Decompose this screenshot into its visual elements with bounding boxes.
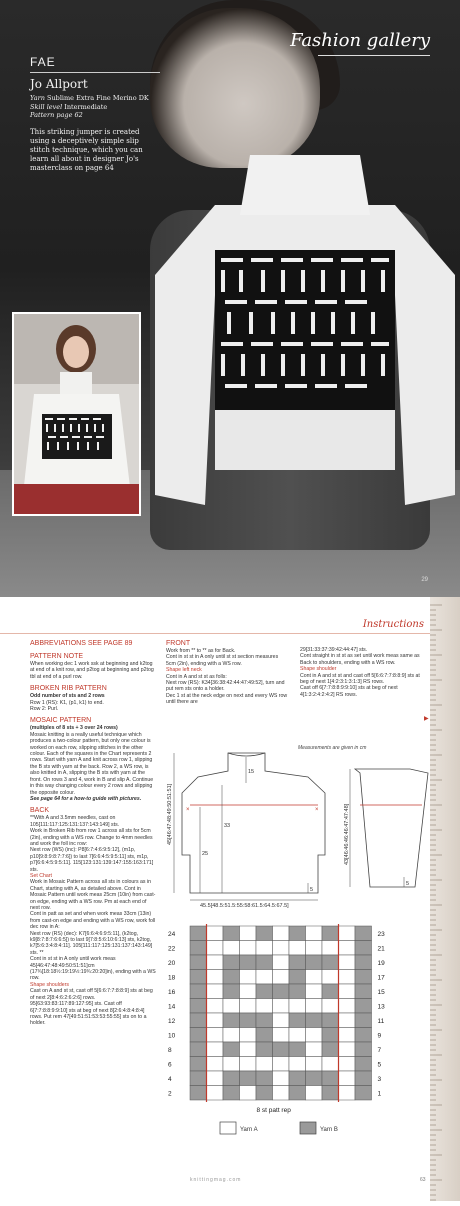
pattern-note-heading: PATTERN NOTE [30, 653, 84, 660]
continue-arrow-icon: ▶ [424, 716, 429, 722]
chart-cell [256, 1013, 273, 1028]
chart-cell [207, 941, 224, 956]
legend-label-b: Yarn B [320, 1127, 338, 1133]
chart-cell [339, 926, 356, 941]
chart-row-label-left: 14 [168, 1003, 176, 1011]
neck-text-3: Dec 1 st at the neck edge on next and every WS row until there are [166, 692, 288, 706]
body-width-label: 45.5[48.5:51.5:55:58:61.5:64.5:67.5] [200, 903, 289, 909]
page-number-left: 29 [421, 577, 428, 583]
chart-cell [289, 941, 306, 956]
chart-cell [355, 941, 372, 956]
skill-line: Skill level Intermediate [30, 102, 108, 111]
pattern-page-line: Pattern page 62 [30, 111, 83, 119]
chart-cell [256, 1028, 273, 1043]
chart-row-label-left: 12 [168, 1018, 176, 1025]
chart-cell [339, 1071, 356, 1086]
chart-cell [223, 1013, 240, 1028]
back-text-5: Next row (RS) (dec): K7[6:6:4:6:9:5:11], (k2tog, k9[8:7:8:7:6:6:5]) to last 9[7:8:5:6:10:6:13] sts, k2tog, k7[5:6:3:4:8:4:11]. 105[111:117:125:131:137:143:149] sts. ** [30, 930, 153, 956]
chart-cell [190, 1042, 207, 1057]
chart-cell [339, 984, 356, 999]
chart-cell [223, 1071, 240, 1086]
model-sweater [155, 155, 455, 515]
chart-cell [223, 1086, 240, 1101]
masthead-rule [318, 55, 430, 56]
chart-cell [256, 970, 273, 985]
col3-text-2: Cont straight in st st as set until work meas same as Back to shoulders, ending with a WS row. [300, 653, 420, 666]
chart-cell [256, 1071, 273, 1086]
chart-cell [240, 1071, 257, 1086]
chart-cell [339, 1042, 356, 1057]
chart-row-label-right: 23 [377, 931, 385, 938]
shoulder-heading: Shape shoulder [300, 666, 337, 673]
chart-cell [322, 1086, 339, 1101]
chart-cell [240, 1042, 257, 1057]
chart-cell [306, 999, 323, 1014]
chart-cell [322, 1042, 339, 1057]
design-info [30, 55, 160, 173]
chart-row-label-right: 11 [377, 1018, 385, 1025]
col3-text-3: Cont in A and st st and cast off 5[6:6:7:7:8:8:9] sts at beg of next 1[4:2:3:1:3:1:3] RS rows. [300, 672, 420, 686]
chart-row-label-left: 20 [168, 960, 176, 967]
chart-cell [289, 1028, 306, 1043]
chart-cell [240, 1057, 257, 1072]
instructions-column-1 [30, 639, 156, 1027]
chart-cell [289, 955, 306, 970]
chart-cell [355, 1028, 372, 1043]
chart-cell [289, 984, 306, 999]
chart-cell [306, 941, 323, 956]
chart-cell [339, 970, 356, 985]
chart-row-label-right: 19 [377, 960, 385, 967]
chart-cell [306, 1042, 323, 1057]
chart-cell [256, 926, 273, 941]
instructions-header: Instructions [362, 619, 424, 630]
chart-cell [322, 984, 339, 999]
chart-cell [207, 999, 224, 1014]
chart-cell [190, 984, 207, 999]
chart-cell [190, 999, 207, 1014]
measurements-note: Measurements are given in cm [298, 745, 367, 751]
marker-left-icon: × [186, 807, 190, 813]
chart-cell [289, 926, 306, 941]
mosaic-see-note: See page 64 for a how-to guide with pictures. [30, 795, 142, 802]
mosaic-heading: MOSAIC PATTERN [30, 717, 92, 725]
col3-text-1: 29[31:33:37:39:42:44:47] sts. [300, 647, 368, 653]
chart-cell [256, 984, 273, 999]
chart-cell [273, 1071, 290, 1086]
chart-cell [339, 941, 356, 956]
chart-cell [240, 970, 257, 985]
chart-cell [240, 1086, 257, 1101]
back-text-2: Work in Broken Rib from row 1 across all sts for 5cm (2in), ending with a WS row. Change to 4mm needles and work the foll inc row: [30, 828, 153, 847]
sleeve-rib-label: 5 [406, 881, 410, 887]
chart-cell [273, 1013, 290, 1028]
chart-cell [306, 1013, 323, 1028]
chart-cell [355, 1013, 372, 1028]
chart-cell [273, 999, 290, 1014]
set-chart-text: Work in Mosaic Pattern across all sts in colours as in Chart, starting with A, as detailed above. Cont in Mosaic Pattern until work meas 25cm (10in) from cast-on edge, ending with a WS row. Pm at each end of next row. [30, 879, 156, 911]
repeat-label: 8 st patt rep [256, 1107, 291, 1114]
abbreviations-heading: ABBREVIATIONS SEE PAGE 89 [30, 640, 133, 647]
chart-cell [240, 941, 257, 956]
chart-cell [355, 984, 372, 999]
chart-row-label-left: 8 [168, 1047, 172, 1054]
chart-cell [223, 926, 240, 941]
chart-row-label-right: 21 [377, 945, 385, 953]
yarn-line: Yarn Sublime Extra Fine Merino DK [30, 94, 149, 102]
chart-cell [207, 1042, 224, 1057]
chart-cell [339, 1057, 356, 1072]
chart-cell [273, 1042, 290, 1057]
chart-cell [355, 970, 372, 985]
chart-row-label-right: 1 [377, 1090, 382, 1098]
chart-cell [339, 999, 356, 1014]
chart-cell [322, 941, 339, 956]
chart-cell [223, 955, 240, 970]
back-text-4: Cont in patt as set and when work meas 33cm (13in) from cast-on edge and ending with a WS row, work foll dec row in A: [30, 911, 156, 931]
designer-name: Jo Allport [30, 77, 88, 91]
chart-cell [306, 984, 323, 999]
chart-cell [240, 1028, 257, 1043]
header-rule [0, 633, 430, 634]
design-blurb: This striking jumper is created using a deceptively simple slip stitch technique, which you can learn all about in designer Jo's masterclass on page 64 [30, 127, 143, 172]
chart-cell [306, 1028, 323, 1043]
back-text-3: Next row (WS) (inc): P8[6:7:4:6:9:5:12], (m1p, p10[9:8:9:8:7:7:6]) to last 7[6:6:4:5:9:5:11] sts, m1p, p7[6:6:4:5:9:5:11]. 115[123:131:139:147:155:163:171] sts. [30, 847, 154, 873]
chart-cell [223, 941, 240, 956]
chart-cell [223, 1042, 240, 1057]
chart-cell [207, 984, 224, 999]
chart-cell [223, 970, 240, 985]
neck-text-1: Cont in A and st st as folls: [166, 673, 227, 680]
chart-cell [273, 970, 290, 985]
chart-row-label-right: 7 [377, 1047, 382, 1054]
chart-cell [355, 1057, 372, 1072]
chart-cell [322, 1013, 339, 1028]
lower-label: 25 [202, 851, 209, 857]
chart-cell [190, 926, 207, 941]
mid-label: 33 [224, 823, 231, 829]
chart-cell [273, 955, 290, 970]
legend-swatch-b [300, 1122, 316, 1134]
chart-row-label-left: 24 [168, 931, 176, 938]
chart-cell [207, 1013, 224, 1028]
footer-page-number: 63 [420, 1177, 426, 1183]
chart-cell [223, 984, 240, 999]
chart-cell [190, 1071, 207, 1086]
chart-row-label-right: 17 [377, 974, 385, 982]
neck-text-2: Next row (RS): K34[36:38:42:44:47:49:52], turn and put rem sts onto a holder. [166, 680, 285, 693]
chart-cell [207, 926, 224, 941]
chart-cell [306, 1086, 323, 1101]
chart-cell [256, 1042, 273, 1057]
chart-row-label-left: 2 [168, 1090, 172, 1098]
chart-cell [322, 1071, 339, 1086]
chart-cell [289, 999, 306, 1014]
masthead: Fashion gallery [290, 30, 430, 51]
chart-cell [339, 1086, 356, 1101]
chart-row-label-left: 18 [168, 974, 176, 982]
chart-cell [240, 955, 257, 970]
chart-row-label-left: 22 [168, 945, 176, 953]
left-neck-heading: Shape left neck [166, 667, 202, 674]
chart-row-label-right: 3 [377, 1076, 382, 1083]
set-chart-heading: Set Chart [30, 872, 52, 879]
chart-cell [322, 1057, 339, 1072]
chart-row-label-left: 4 [168, 1076, 172, 1083]
chart-cell [339, 1028, 356, 1043]
instructions-column-3 [300, 647, 420, 698]
mosaic-text: Mosaic knitting is a really useful technique which produces a two-colour pattern, but only one colour is worked on each row, slipping stitches in the other colour. Each of the squares in the Chart represents 2 rows. Start with yarn A and knit across row 1, slipping the B sts with yarn at the back. Row 2, a WS row, is also knitted in A, slipping the B sts with yarn at the front. On rows 3 and 4, work in B and slip A. Continue in this way changing colour every 2 rows and slipping the opposite colour. [30, 731, 154, 796]
chart-cell [190, 1013, 207, 1028]
design-specs [30, 94, 160, 120]
chart-row-label-right: 5 [377, 1061, 382, 1069]
chart-row-label-right: 13 [377, 1003, 385, 1011]
footer-site: knittingmag.com [190, 1177, 242, 1183]
chart-row-label-left: 10 [168, 1032, 176, 1040]
chart-cell [256, 941, 273, 956]
shoulders-heading: Shape shoulders [30, 981, 69, 988]
design-title: FAE [30, 55, 56, 69]
inset-model-illustration [14, 314, 139, 514]
chart-cell [289, 970, 306, 985]
chart-cell [256, 999, 273, 1014]
chart-cell [207, 1071, 224, 1086]
chart-cell [306, 970, 323, 985]
chart-cell [207, 970, 224, 985]
chart-cell [190, 941, 207, 956]
chart-row-label-left: 16 [168, 989, 176, 996]
instructions-page [0, 597, 460, 1201]
chart-cell [289, 1013, 306, 1028]
chart-cell [289, 1057, 306, 1072]
chart-cell [207, 1028, 224, 1043]
col3-text-4: Cast off 6[7:7:8:8:9:9:10] sts at beg of next 4[1:3:2:4:2:4:2] RS rows. [300, 685, 398, 698]
chart-cell [207, 1086, 224, 1101]
mosaic-subheading: (multiples of 8 sts + 3 over 24 rows) [30, 725, 118, 732]
chart-cell [355, 999, 372, 1014]
broken-rib-heading: BROKEN RIB PATTERN [30, 685, 107, 693]
marker-right-icon: × [315, 807, 319, 813]
front-text-1: Work from ** to ** as for Back. [166, 648, 236, 654]
chart-cell [289, 1086, 306, 1101]
chart-cell [207, 955, 224, 970]
chart-cell [355, 1042, 372, 1057]
chart-cell [207, 1057, 224, 1072]
chart-cell [306, 955, 323, 970]
chart-cell [223, 1057, 240, 1072]
chart-cell [273, 1086, 290, 1101]
chart-cell [289, 1071, 306, 1086]
chart-row-label-right: 15 [377, 989, 385, 996]
inset-photo [12, 312, 141, 516]
chart-cell [273, 1057, 290, 1072]
chart-cell [322, 999, 339, 1014]
chart-cell [273, 941, 290, 956]
chart-cell [322, 1028, 339, 1043]
back-heading: BACK [30, 807, 50, 815]
sleeve-outline [355, 769, 428, 887]
chart-cell [339, 955, 356, 970]
chart-cell [355, 1071, 372, 1086]
chart-cell [273, 926, 290, 941]
chart-cell [355, 955, 372, 970]
chart-cell [223, 999, 240, 1014]
chart-cell [355, 1086, 372, 1101]
body-height-label: 45[46:47:48:49:50:51:51] [167, 783, 173, 845]
chart-cell [240, 984, 257, 999]
mosaic-chart [160, 922, 435, 1142]
chart-cell [190, 1086, 207, 1101]
neck-label: 15 [248, 769, 255, 775]
chart-cell [240, 1013, 257, 1028]
legend-swatch-a [220, 1122, 236, 1134]
chart-cell [322, 970, 339, 985]
chart-row-label-left: 6 [168, 1061, 172, 1069]
pattern-note-text: When working dec 1 work ssk at beginning and k2tog at end of a knit row, and p2tog at beginning and p2tog tbl at end of a purl row. [30, 661, 154, 680]
chart-cell [273, 984, 290, 999]
garment-schematic [160, 745, 435, 909]
sleeve-length-label: 43[46:46:46:46:47:47:48] [344, 803, 350, 865]
front-text-2: Cont in st st in A only until st st section measures 5cm (2in), ending with a WS row. [166, 654, 279, 667]
chart-cell [306, 1057, 323, 1072]
back-text-1: **With A and 3.5mm needles, cast on 105[111:117:125:131:137:143:149] sts. [30, 815, 120, 828]
chart-cell [256, 1086, 273, 1101]
chart-cell [256, 955, 273, 970]
chart-cell [240, 926, 257, 941]
chart-row-label-right: 9 [377, 1032, 382, 1040]
broken-rib-line-3: Row 2: Purl. [30, 706, 59, 713]
chart-cell [190, 1028, 207, 1043]
legend-label-a: Yarn A [240, 1127, 258, 1133]
chart-cell [355, 926, 372, 941]
instructions-column-2 [166, 639, 288, 706]
shoulders-text: Cast on A and st st, cast off 5[6:6:7:7:8:8:9] sts at beg of next 2[8:4:6:2:6:2:6] rows. 95[63:93:83:117:89:127:95] sts. Cast off 6[7:7:8:8:9:9:10] sts at beg of next 8[2:6:4:8:4:8:4] rows. Put rem 47[49:51:51:53:53:55:55] sts on to a holder. [30, 988, 153, 1027]
chart-cell [306, 926, 323, 941]
chart-cell [306, 1071, 323, 1086]
chart-cell [190, 1057, 207, 1072]
chart-cell [339, 1013, 356, 1028]
info-divider [30, 72, 160, 73]
chart-cell [223, 1028, 240, 1043]
rib-label: 5 [310, 887, 314, 893]
broken-rib-line-2: Row 1 (RS): K1, (p1, k1) to end. [30, 699, 104, 706]
fashion-gallery-page [0, 0, 460, 597]
chart-cell [190, 955, 207, 970]
back-text-6: Cont in st st in A only until work meas 45[46:47:48:49:50:51:51]cm (17¾[18:18½:19:19½:19¾:20:20]in), ending with a WS row. [30, 956, 156, 982]
front-heading: FRONT [166, 640, 191, 647]
chart-cell [273, 1028, 290, 1043]
chart-cell [240, 999, 257, 1014]
chart-cell [256, 1057, 273, 1072]
chart-cell [322, 926, 339, 941]
chart-cell [190, 970, 207, 985]
broken-rib-line-1: Odd number of sts and 2 rows [30, 693, 105, 700]
chart-cell [289, 1042, 306, 1057]
chart-cell [322, 955, 339, 970]
